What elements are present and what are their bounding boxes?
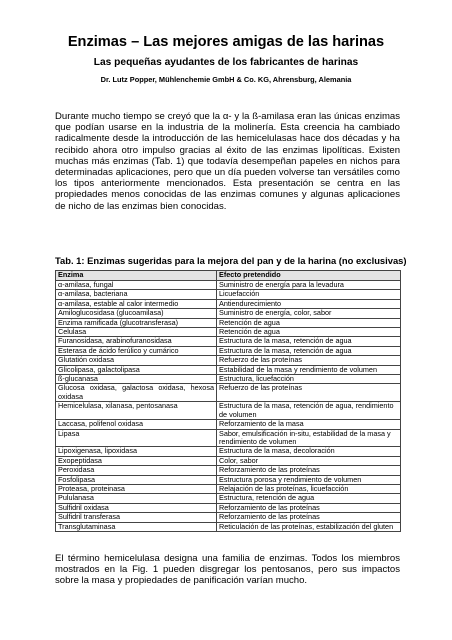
- effect-cell: Refuerzo de las proteínas: [217, 384, 401, 402]
- effect-cell: Estructura de la masa, decoloración: [217, 447, 401, 456]
- table-row: [56, 420, 401, 429]
- effect-cell: Suministro de energía para la levadura: [217, 281, 401, 290]
- enzyme-cell: Laccasa, polifenol oxidasa: [56, 420, 217, 429]
- document-subtitle: Las pequeñas ayudantes de los fabricantes de harinas: [93, 57, 359, 68]
- effect-cell: Retención de agua: [217, 328, 401, 337]
- effect-cell: Reforzamiento de las proteínas: [217, 466, 401, 475]
- enzyme-cell: Esterasa de ácido ferúlico y cumárico: [56, 346, 217, 355]
- enzyme-cell: Exopeptidasa: [56, 456, 217, 465]
- enzyme-cell: Enzima ramificada (glucotransferasa): [56, 318, 217, 327]
- effect-cell: Reforzamiento de las proteínas: [217, 503, 401, 512]
- table-row: [56, 309, 401, 318]
- table-row: [56, 384, 401, 402]
- enzyme-cell: Glucosa oxidasa, galactosa oxidasa, hexosa oxidasa: [56, 384, 217, 402]
- effect-cell: Retención de agua: [217, 318, 401, 327]
- author-line: Dr. Lutz Popper, Mühlenchemie GmbH & Co. KG, Ahrensburg, Alemania: [100, 75, 352, 84]
- effect-cell: Refuerzo de las proteínas: [217, 356, 401, 365]
- document-title: Enzimas – Las mejores amigas de las harinas: [67, 34, 385, 50]
- enzyme-cell: α-amilasa, estable al calor intermedio: [56, 299, 217, 308]
- enzyme-cell: Sulfidril transferasa: [56, 513, 217, 522]
- column-header-enzyme: Enzima: [56, 271, 217, 281]
- enzyme-cell: α-amilasa, fungal: [56, 281, 217, 290]
- enzyme-cell: Sulfidril oxidasa: [56, 503, 217, 512]
- effect-cell: Estabilidad de la masa y rendimiento de volumen: [217, 365, 401, 374]
- enzyme-table: [55, 270, 401, 532]
- table-row: [56, 337, 401, 346]
- enzyme-cell: Celulasa: [56, 328, 217, 337]
- effect-cell: Estructura de la masa, retención de agua, rendimiento de volumen: [217, 402, 401, 420]
- closing-paragraph: El término hemicelulasa designa una familia de enzimas. Todos los miembros mostrados en la Fig. 1 pueden disgregar los pentosanos, pero sus impactos sobre la masa y propiedades de panificación varían mucho.: [55, 553, 400, 587]
- table-row: [56, 522, 401, 531]
- effect-cell: Estructura de la masa, retención de agua: [217, 337, 401, 346]
- table-caption: Tab. 1: Enzimas sugeridas para la mejora del pan y de la harina (no exclusivas): [55, 255, 407, 266]
- enzyme-cell: Peroxidasa: [56, 466, 217, 475]
- enzyme-cell: Hemicelulasa, xilanasa, pentosanasa: [56, 402, 217, 420]
- enzyme-cell: Lipasa: [56, 429, 217, 447]
- effect-cell: Estructura porosa y rendimiento de volumen: [217, 475, 401, 484]
- table-row: [56, 513, 401, 522]
- effect-cell: Suministro de energía, color, sabor: [217, 309, 401, 318]
- effect-cell: Antiendurecimiento: [217, 299, 401, 308]
- enzyme-cell: Transglutaminasa: [56, 522, 217, 531]
- table-header-row: [56, 271, 401, 281]
- enzyme-cell: Fosfolipasa: [56, 475, 217, 484]
- effect-cell: Color, sabor: [217, 456, 401, 465]
- enzyme-cell: Furanosidasa, arabinofuranosidasa: [56, 337, 217, 346]
- effect-cell: Estructura, licuefacción: [217, 375, 401, 384]
- enzyme-cell: α-amilasa, bacteriana: [56, 290, 217, 299]
- table-row: [56, 447, 401, 456]
- enzyme-cell: Amiloglucosidasa (glucoamilasa): [56, 309, 217, 318]
- effect-cell: Reticulación de las proteínas, estabilización del gluten: [217, 522, 401, 531]
- enzyme-cell: Glicolipasa, galactolipasa: [56, 365, 217, 374]
- enzyme-cell: Lipoxigenasa, lipoxidasa: [56, 447, 217, 456]
- effect-cell: Estructura, retención de agua: [217, 494, 401, 503]
- enzyme-cell: ß-glucanasa: [56, 375, 217, 384]
- table-row: [56, 429, 401, 447]
- table-row: [56, 494, 401, 503]
- enzyme-cell: Glutatión oxidasa: [56, 356, 217, 365]
- effect-cell: Sabor, emulsificación in-situ, estabilidad de la masa y rendimiento de volumen: [217, 429, 401, 447]
- effect-cell: Estructura de la masa, retención de agua: [217, 346, 401, 355]
- enzyme-cell: Proteasa, proteinasa: [56, 484, 217, 493]
- table-row: [56, 466, 401, 475]
- effect-cell: Reforzamiento de las proteínas: [217, 513, 401, 522]
- table-row: [56, 402, 401, 420]
- effect-cell: Licuefacción: [217, 290, 401, 299]
- table-row: [56, 290, 401, 299]
- enzyme-table-body: [56, 281, 401, 532]
- intro-paragraph: Durante mucho tiempo se creyó que la α- y la ß-amilasa eran las únicas enzimas que podían usarse en la industria de la molinería. Esta creencia ha cambiado radicalmente desde la introducción de las hemicelulasas hace dos décadas y ha recibido ahora otro impulso gracias al éxito de las enzimas lipolíticas. Existen muchas más enzimas (Tab. 1) que todavía desempeñan papeles en nichos para determinadas aplicaciones, pero que un día pueden volverse tan versátiles como los tipos anteriormente mencionados. Esta presentación se centra en las propiedades menos conocidas de las enzimas comunes y algunas aplicaciones de nicho de las enzimas bien conocidas.: [55, 111, 400, 212]
- column-header-effect: Efecto pretendido: [217, 271, 401, 281]
- effect-cell: Relajación de las proteínas, licuefacción: [217, 484, 401, 493]
- effect-cell: Reforzamiento de la masa: [217, 420, 401, 429]
- enzyme-cell: Pululanasa: [56, 494, 217, 503]
- table-row: [56, 356, 401, 365]
